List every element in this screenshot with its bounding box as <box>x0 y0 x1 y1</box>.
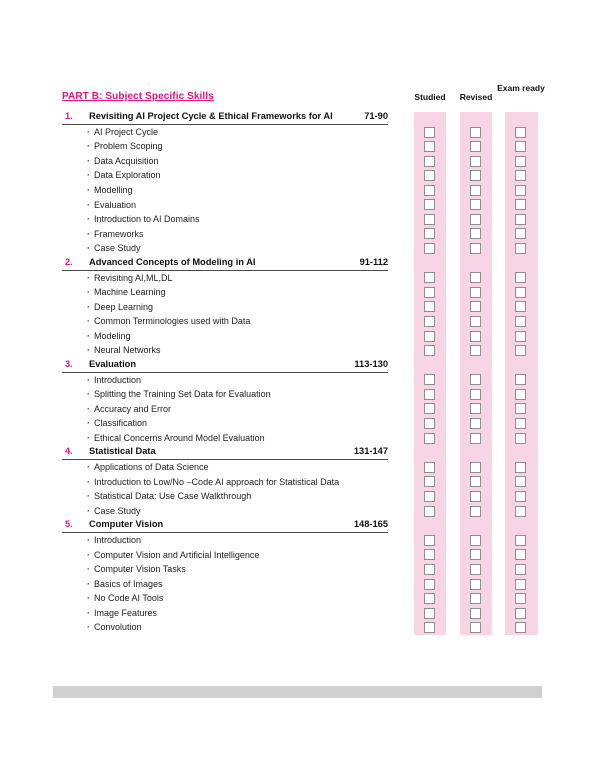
checkbox-studied[interactable] <box>424 549 435 560</box>
toc-item-row <box>62 139 388 154</box>
checkbox-studied[interactable] <box>424 389 435 400</box>
item-label: · Common Terminologies used with Data <box>62 314 250 329</box>
item-label: · Classification <box>62 416 147 431</box>
item-label: · Ethical Concerns Around Model Evaluation <box>62 431 265 446</box>
checkbox-revised[interactable] <box>470 433 481 444</box>
section-number: 5. <box>65 519 73 530</box>
column-header-exam-ready: Exam ready <box>497 83 545 93</box>
checkbox-revised[interactable] <box>470 549 481 560</box>
item-label: · Modelling <box>62 183 133 198</box>
toc-item-row <box>62 212 388 227</box>
checkbox-revised[interactable] <box>470 506 481 517</box>
toc-item-row <box>62 504 388 519</box>
item-label: · Splitting the Training Set Data for Evaluation <box>62 387 271 402</box>
toc-item-row <box>62 271 388 286</box>
checkbox-exam-ready[interactable] <box>515 506 526 517</box>
checkbox-exam-ready[interactable] <box>515 127 526 138</box>
item-label: · Statistical Data: Use Case Walkthrough <box>62 489 251 504</box>
toc-item-row <box>62 198 388 213</box>
checkbox-exam-ready[interactable] <box>515 622 526 633</box>
checkbox-studied[interactable] <box>424 214 435 225</box>
section-title: Computer Vision <box>89 519 164 530</box>
item-label: · No Code AI Tools <box>62 591 163 606</box>
checkbox-studied[interactable] <box>424 579 435 590</box>
checkbox-revised[interactable] <box>470 608 481 619</box>
checkbox-exam-ready[interactable] <box>515 389 526 400</box>
toc-item-row <box>62 154 388 169</box>
checkbox-exam-ready[interactable] <box>515 199 526 210</box>
checkbox-revised[interactable] <box>470 345 481 356</box>
column-header-revised: Revised <box>459 92 493 102</box>
item-label: · Frameworks <box>62 227 144 242</box>
toc-item-row <box>62 300 388 315</box>
item-label: · Data Acquisition <box>62 154 159 169</box>
checkbox-studied[interactable] <box>424 170 435 181</box>
checkbox-studied[interactable] <box>424 593 435 604</box>
toc-item-row <box>62 125 388 140</box>
section-header <box>62 110 388 125</box>
checkbox-exam-ready[interactable] <box>515 170 526 181</box>
checkbox-exam-ready[interactable] <box>515 141 526 152</box>
toc-item-row <box>62 489 388 504</box>
section-page-range: 131-147 <box>353 446 388 457</box>
toc-item-row <box>62 343 388 358</box>
item-label: · Introduction to Low/No –Code AI approach for Statistical Data <box>62 475 339 490</box>
checkbox-exam-ready[interactable] <box>515 476 526 487</box>
checkbox-revised[interactable] <box>470 170 481 181</box>
item-label: · Convolution <box>62 620 142 635</box>
checkbox-exam-ready[interactable] <box>515 156 526 167</box>
checkbox-revised[interactable] <box>470 316 481 327</box>
item-label: · Basics of Images <box>62 577 163 592</box>
item-label: · Computer Vision and Artificial Intelligence <box>62 548 259 563</box>
item-label: · Introduction to AI Domains <box>62 212 200 227</box>
section-title: Advanced Concepts of Modeling in AI <box>89 256 256 267</box>
item-label: · Computer Vision Tasks <box>62 562 186 577</box>
section-page-range: 71-90 <box>364 111 388 121</box>
checkbox-studied[interactable] <box>424 127 435 138</box>
checkbox-revised[interactable] <box>470 287 481 298</box>
checkbox-studied[interactable] <box>424 535 435 546</box>
checkbox-exam-ready[interactable] <box>515 403 526 414</box>
checkbox-revised[interactable] <box>470 141 481 152</box>
checkbox-studied[interactable] <box>424 476 435 487</box>
checkbox-revised[interactable] <box>470 418 481 429</box>
checkbox-studied[interactable] <box>424 141 435 152</box>
checkbox-studied[interactable] <box>424 622 435 633</box>
toc-item-row <box>62 548 388 563</box>
checkbox-studied[interactable] <box>424 418 435 429</box>
item-label: · Image Features <box>62 606 157 621</box>
checkbox-exam-ready[interactable] <box>515 462 526 473</box>
checkbox-exam-ready[interactable] <box>515 287 526 298</box>
checkbox-exam-ready[interactable] <box>515 243 526 254</box>
checkbox-exam-ready[interactable] <box>515 331 526 342</box>
checkbox-studied[interactable] <box>424 287 435 298</box>
checkbox-exam-ready[interactable] <box>515 418 526 429</box>
toc-item-row <box>62 183 388 198</box>
checkbox-revised[interactable] <box>470 491 481 502</box>
section-header <box>62 518 388 533</box>
checkbox-exam-ready[interactable] <box>515 564 526 575</box>
toc-item-row <box>62 285 388 300</box>
toc-item-row <box>62 329 388 344</box>
item-label: · Case Study <box>62 241 141 256</box>
section-header <box>62 256 388 271</box>
checkbox-exam-ready[interactable] <box>515 185 526 196</box>
checkbox-revised[interactable] <box>470 476 481 487</box>
toc-item-row <box>62 373 388 388</box>
toc-item-row <box>62 431 388 446</box>
item-label: · Deep Learning <box>62 300 153 315</box>
checkbox-revised[interactable] <box>470 593 481 604</box>
checkbox-studied[interactable] <box>424 185 435 196</box>
checkbox-revised[interactable] <box>470 185 481 196</box>
toc-item-row <box>62 227 388 242</box>
checkbox-exam-ready[interactable] <box>515 345 526 356</box>
section-page-range: 113-130 <box>354 358 388 369</box>
checkbox-revised[interactable] <box>470 301 481 312</box>
checkbox-studied[interactable] <box>424 228 435 239</box>
section-number: 4. <box>65 446 73 457</box>
footer-bar <box>53 686 542 698</box>
checkbox-revised[interactable] <box>470 389 481 400</box>
toc-item-row <box>62 416 388 431</box>
checkbox-studied[interactable] <box>424 403 435 414</box>
checkbox-revised[interactable] <box>470 243 481 254</box>
section-header <box>62 445 388 460</box>
column-header-studied: Studied <box>414 92 446 102</box>
checkbox-studied[interactable] <box>424 506 435 517</box>
toc-item-row <box>62 475 388 490</box>
section-title: Evaluation <box>89 358 137 369</box>
checkbox-studied[interactable] <box>424 301 435 312</box>
checkbox-revised[interactable] <box>470 535 481 546</box>
checkbox-studied[interactable] <box>424 374 435 385</box>
checkbox-studied[interactable] <box>424 243 435 254</box>
item-label: · Revisiting AI,ML,DL <box>62 271 173 286</box>
checkbox-studied[interactable] <box>424 272 435 283</box>
checkbox-revised[interactable] <box>470 228 481 239</box>
checkbox-studied[interactable] <box>424 331 435 342</box>
checkbox-revised[interactable] <box>470 127 481 138</box>
toc-item-row <box>62 168 388 183</box>
section-number: 3. <box>65 358 73 369</box>
checkbox-studied[interactable] <box>424 564 435 575</box>
item-label: · AI Project Cycle <box>62 125 158 140</box>
checkbox-revised[interactable] <box>470 214 481 225</box>
item-label: · Neural Networks <box>62 343 161 358</box>
checkbox-revised[interactable] <box>470 564 481 575</box>
toc-item-row <box>62 241 388 256</box>
section-title: Statistical Data <box>89 446 156 457</box>
checkbox-exam-ready[interactable] <box>515 272 526 283</box>
part-title: PART B: Subject Specific Skills <box>62 91 214 102</box>
checkbox-exam-ready[interactable] <box>515 593 526 604</box>
checkbox-studied[interactable] <box>424 433 435 444</box>
checkbox-exam-ready[interactable] <box>515 228 526 239</box>
checkbox-exam-ready[interactable] <box>515 214 526 225</box>
item-label: · Case Study <box>62 504 141 519</box>
checkbox-revised[interactable] <box>470 199 481 210</box>
checkbox-exam-ready[interactable] <box>515 374 526 385</box>
toc-item-row <box>62 577 388 592</box>
item-label: · Machine Learning <box>62 285 166 300</box>
item-label: · Applications of Data Science <box>62 460 209 475</box>
item-label: · Introduction <box>62 373 141 388</box>
checkbox-studied[interactable] <box>424 345 435 356</box>
toc-item-row <box>62 606 388 621</box>
checkbox-studied[interactable] <box>424 491 435 502</box>
section-title: Revisiting AI Project Cycle & Ethical Frameworks for AI <box>89 111 333 121</box>
section-header <box>62 358 388 373</box>
section-number: 2. <box>65 256 73 267</box>
item-label: · Data Exploration <box>62 168 161 183</box>
checkbox-exam-ready[interactable] <box>515 608 526 619</box>
checkbox-studied[interactable] <box>424 316 435 327</box>
checkbox-exam-ready[interactable] <box>515 491 526 502</box>
toc-item-row <box>62 387 388 402</box>
toc-item-row <box>62 314 388 329</box>
checkbox-revised[interactable] <box>470 622 481 633</box>
checkbox-exam-ready[interactable] <box>515 549 526 560</box>
checkbox-studied[interactable] <box>424 199 435 210</box>
checkbox-studied[interactable] <box>424 462 435 473</box>
checkbox-revised[interactable] <box>470 272 481 283</box>
item-label: · Problem Scoping <box>62 139 163 154</box>
checkbox-revised[interactable] <box>470 579 481 590</box>
checkbox-exam-ready[interactable] <box>515 316 526 327</box>
toc-item-row <box>62 460 388 475</box>
toc-item-row <box>62 402 388 417</box>
toc-checklist <box>62 110 538 635</box>
checkbox-revised[interactable] <box>470 403 481 414</box>
checkbox-revised[interactable] <box>470 156 481 167</box>
checkbox-exam-ready[interactable] <box>515 433 526 444</box>
checkbox-exam-ready[interactable] <box>515 579 526 590</box>
item-label: · Accuracy and Error <box>62 402 171 417</box>
toc-item-row <box>62 620 388 635</box>
section-page-range: 148-165 <box>353 519 388 530</box>
toc-item-row <box>62 591 388 606</box>
checkbox-studied[interactable] <box>424 156 435 167</box>
checkbox-studied[interactable] <box>424 608 435 619</box>
section-page-range: 91-112 <box>359 256 388 267</box>
checkbox-revised[interactable] <box>470 331 481 342</box>
checkbox-revised[interactable] <box>470 462 481 473</box>
toc-item-row <box>62 562 388 577</box>
checkbox-revised[interactable] <box>470 374 481 385</box>
section-number: 1. <box>65 111 73 121</box>
toc-item-row <box>62 533 388 548</box>
checkbox-exam-ready[interactable] <box>515 301 526 312</box>
item-label: · Evaluation <box>62 198 136 213</box>
checkbox-exam-ready[interactable] <box>515 535 526 546</box>
item-label: · Modeling <box>62 329 131 344</box>
item-label: · Introduction <box>62 533 141 548</box>
